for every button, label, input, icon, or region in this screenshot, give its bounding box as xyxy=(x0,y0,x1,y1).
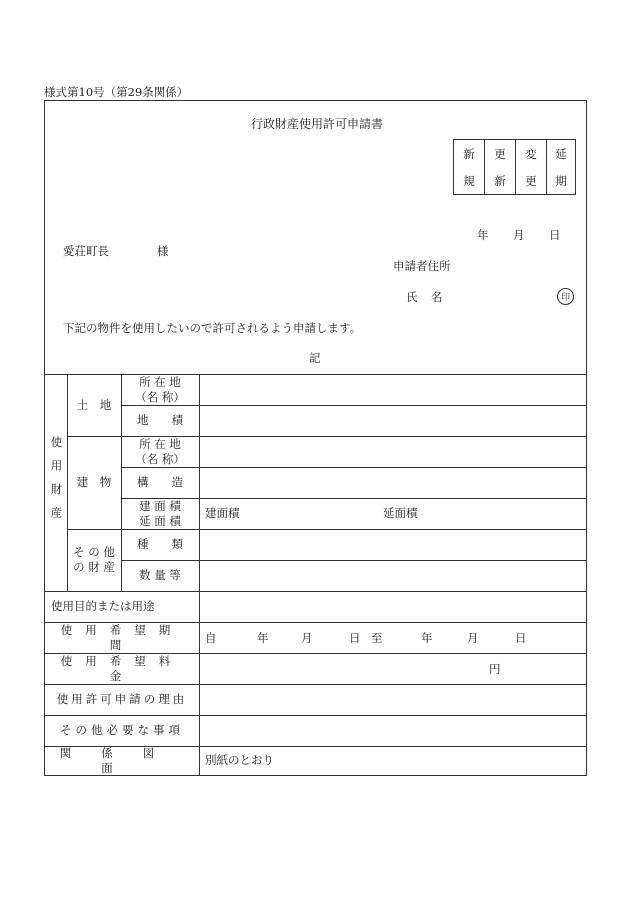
building-structure-label: 構 造 xyxy=(137,475,183,489)
fee-label: 使用希望料金 xyxy=(60,653,184,683)
building-location-label: 所 在 地 （名 称） xyxy=(135,436,185,466)
form-number: 様式第10号（第29条関係） xyxy=(44,85,189,99)
drawings-label: 関係図面 xyxy=(59,745,185,775)
seal-icon: 印 xyxy=(557,288,574,305)
type-new[interactable]: 新 規 xyxy=(463,146,475,188)
period-day-1[interactable]: 日 xyxy=(349,631,361,645)
building-location-input[interactable] xyxy=(200,437,586,467)
period-from: 自 xyxy=(205,631,217,645)
building-area-value-label: 建面積 xyxy=(205,506,240,520)
form-title: 行政財産使用許可申請書 xyxy=(251,117,384,131)
type-change[interactable]: 変 更 xyxy=(525,146,537,188)
period-month-1[interactable]: 月 xyxy=(301,631,313,645)
drawings-value: 別紙のとおり xyxy=(205,753,274,767)
land-label: 土 地 xyxy=(76,397,112,412)
land-location-input[interactable] xyxy=(200,375,586,405)
land-location-label: 所 在 地 （名 称） xyxy=(135,374,185,404)
other-property-label: そ の 他 の 財 産 xyxy=(73,545,115,574)
other-quantity-input[interactable] xyxy=(200,561,586,591)
purpose-input[interactable] xyxy=(200,592,586,622)
period-month-2[interactable]: 月 xyxy=(467,631,479,645)
floor-area-value-label: 延面積 xyxy=(383,506,418,520)
application-form xyxy=(44,100,587,776)
date-year[interactable]: 年 xyxy=(477,228,489,242)
property-group-label: 使用財産 xyxy=(49,435,64,530)
type-extension[interactable]: 延 期 xyxy=(555,146,567,188)
land-area-label: 地 積 xyxy=(137,413,183,427)
fee-unit: 円 xyxy=(489,662,501,676)
application-type-grid xyxy=(453,139,576,195)
applicant-address-label: 申請者住所 xyxy=(393,259,451,273)
addressee-honorific: 様 xyxy=(157,244,169,258)
period-day-2[interactable]: 日 xyxy=(515,631,527,645)
other-matters-input[interactable] xyxy=(200,716,586,746)
applicant-name-label-1: 氏 xyxy=(406,290,418,304)
other-matters-label: その他必要な事項 xyxy=(60,723,184,737)
building-area-label: 建 面 積 延 面 積 xyxy=(139,498,181,528)
request-text: 下記の物件を使用したいので許可されるよう申請します。 xyxy=(63,321,362,335)
addressee-name: 愛荘町長 xyxy=(63,244,109,258)
date-month[interactable]: 月 xyxy=(513,228,525,242)
other-kind-label: 種 類 xyxy=(137,537,183,551)
applicant-name-label-2: 名 xyxy=(431,290,443,304)
building-label: 建 物 xyxy=(76,475,112,489)
ki-label: 記 xyxy=(309,351,321,365)
fee-input[interactable] xyxy=(200,654,586,684)
reason-input[interactable] xyxy=(200,685,586,715)
type-renewal[interactable]: 更 新 xyxy=(494,146,506,188)
reason-label: 使用許可申請の理由 xyxy=(56,692,188,706)
period-year-1[interactable]: 年 xyxy=(257,631,269,645)
period-label: 使用希望期間 xyxy=(60,622,184,652)
building-structure-input[interactable] xyxy=(200,468,586,498)
land-area-input[interactable] xyxy=(200,406,586,436)
period-year-2[interactable]: 年 xyxy=(421,631,433,645)
purpose-label: 使用目的または用途 xyxy=(51,599,155,613)
period-to: 至 xyxy=(371,631,383,645)
other-quantity-label: 数 量 等 xyxy=(139,568,181,582)
other-kind-input[interactable] xyxy=(200,530,586,560)
date-day[interactable]: 日 xyxy=(549,228,561,242)
